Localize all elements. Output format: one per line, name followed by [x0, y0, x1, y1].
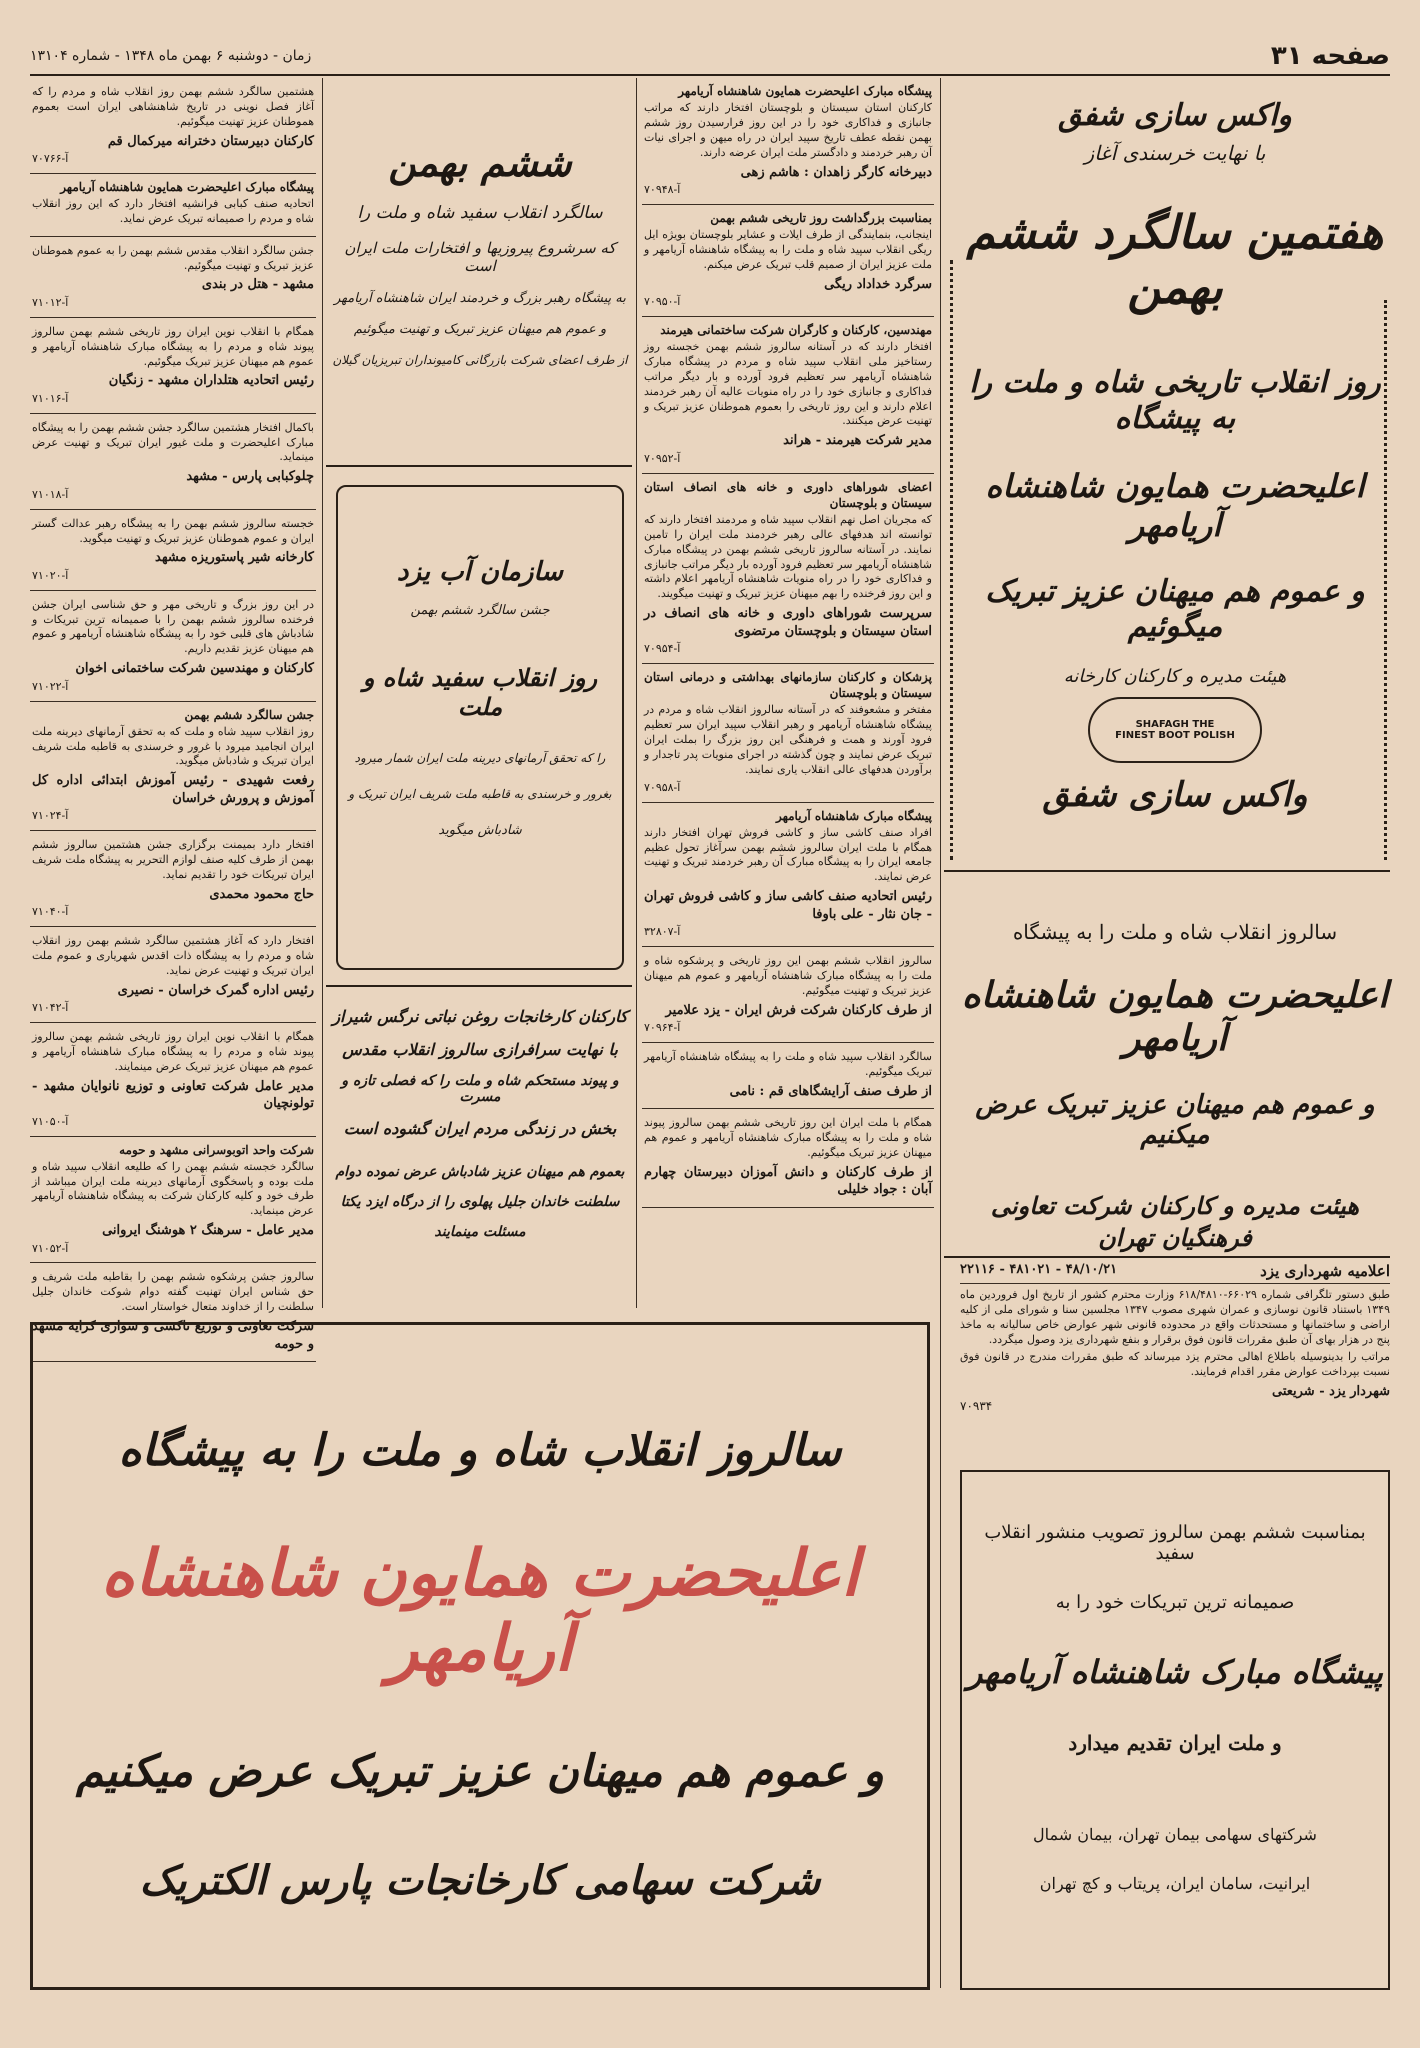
shafagh-logo-text: SHAFAGH THE FINEST BOOT POLISH — [1115, 719, 1235, 742]
pars-electric-l2: اعلیحضرت همایون شاهنشاه آریامهر — [101, 1536, 859, 1686]
left-notice: جشن سالگرد ششم بهمن روز انقلاب سپید شاه و ملت که به تحقق آرمانهای دیرینه ملت ایران انجامید میرود با غرور و خرسندی به قاطبه ملت شریف ایران تبریک و شادباش میگوید. رفعت شهیدی - رئیس آموزش ابتدائی اداره کل آموزش و پرورش خراسان آ-۷۱۰۲۴ — [30, 702, 316, 832]
farhangian-line2: اعلیحضرت همایون شاهنشاه آریامهر — [961, 974, 1389, 1060]
left-notice: پیشگاه مبارک اعلیحضرت همایون شاهنشاه آریامهر اتحادیه صنف کبابی فرانشیه افتخار دارد که این روز انقلاب شاه و مردم را صمیمانه تبریک عرض نماید. — [30, 174, 316, 237]
shesh-bahman-l2: که سرشروع پیروزیها و افتخارات ملت ایران است — [344, 239, 616, 275]
shafagh-company-top: واکس سازی شفق — [1058, 98, 1292, 133]
water-org-ad — [336, 485, 624, 970]
water-org-l1: را که تحقق آرمانهای دیرینه ملت ایران شمار میرود — [354, 751, 606, 765]
biman-line4: و ملت ایران تقدیم میدارد — [1068, 1731, 1282, 1755]
narges-ad — [330, 995, 630, 1305]
water-org-l3: شادباش میگوید — [438, 823, 522, 838]
narges-l7: مسئلت مینمایند — [434, 1224, 526, 1240]
shesh-bahman-l5: از طرف اعضای شرکت بازرگانی کامیونداران تبریزیان گیلان — [332, 353, 628, 367]
col-rule-2 — [636, 78, 637, 1308]
water-org-l2: بغرور و خرسندی به قاطبه ملت شریف ایران تبریک و — [348, 787, 612, 801]
farhangian-line3: و عموم هم میهنان عزیز تبریک عرض میکنیم — [975, 1090, 1375, 1151]
shesh-bahman-l3: به پیشگاه رهبر بزرگ و خردمند ایران شاهنشاه آریامهر — [334, 291, 626, 306]
left-notice: هشتمین سالگرد ششم بهمن روز انقلاب شاه و مردم را که آغاز فصل نوینی در تاریخ شاهنشاهی ایران است بعموم هموطنان عزیز تهنیت میگوئیم. کارکنان دبیرستان دخترانه میرکمال قم آ-۷۰۷۶۶ — [30, 78, 316, 174]
mid-notice: اعضای شوراهای داوری و خانه های انصاف استان سیستان و بلوچستان که مجریان اصل نهم انقلاب سپید شاه و مردمند افتخار دارند که توانسته اند هدفهای عالی رهبر خردمند ملت ایران را تامین نمایند. در آستانه سالروز تاریخی ششم بهمن در پیشگاه مبارک شاهنشاه آریامهر سر تعظیم فرود آورده بار دیگر مراتب جانبازی و فداکاری خود را در راه منویات شاهنشاه آریامهر اعلام داشته و این روز فرخنده را بهم میهنان عزیز تبریک و تهنیت میگویند. سرپرست شوراهای داوری و خانه های انصاف در استان سیستان و بلوچستان مرتضوی آ-۷۰۹۵۴ — [642, 474, 934, 664]
center-divider-1 — [326, 465, 632, 467]
farhangian-ad — [960, 880, 1390, 1250]
biman-ad — [960, 1470, 1390, 1990]
left-notice: افتخار دارد بمیمنت برگزاری جشن هشتمین سالروز ششم بهمن از طرف کلیه صنف لوازم التحریر به پیشگاه ملت شریف ایران تبریکات خود را تقدیم نماید. حاج محمود محمدی آ-۷۱۰۴۰ — [30, 831, 316, 927]
shesh-bahman-l4: و عموم هم میهنان عزیز تبریک و تهنیت میگوئیم — [353, 322, 607, 337]
biman-line1: بمناسبت ششم بهمن سالروز تصویب منشور انقلاب سفید — [984, 1522, 1366, 1564]
shafagh-line4: اعلیحضرت همایون شاهنشاه آریامهر — [985, 467, 1365, 544]
mid-notice: پزشکان و کارکنان سازمانهای بهداشتی و درمانی استان سیستان و بلوچستان مفتخر و مشعوفند که در آستانه سالروز انقلاب شاه و مردم در پیشگاه شاهنشاه آریامهر و رهبر انقلاب سپید ایران سر تعظیم فرود آورند و همت و فرهنگی این روز بزرگ را بملت ایران تبریک عرض نمایند و چون گذشته در اجرای منویات پدر تاجدار و برآوردن هدفهای عالی انقلاب یاری نمایند. آ-۷۰۹۵۸ — [642, 664, 934, 802]
water-org-name: سازمان آب یزد — [396, 557, 564, 587]
left-notice: همگام با انقلاب نوین ایران روز تاریخی ششم بهمن سالروز پیوند شاه و مردم را به پیشگاه مبارک شاهنشاه آریامهر و عموم هم میهنان عزیز تبریک عرض مینمایند. مدیر عامل شرکت تعاونی و توزیع نانوایان مشهد - تولونچیان آ-۷۱۰۵۰ — [30, 1023, 316, 1136]
yazd-codes: ۴۸/۱۰/۲۱ - ۴۸۱۰۲۱ - ۲۲۱۱۶ — [960, 1262, 1118, 1277]
left-notice: همگام با انقلاب نوین ایران روز تاریخی ششم بهمن سالروز پیوند شاه و مردم را به پیشگاه مبارک شاهنشاه آریامهر و عموم هم میهنان عزیز تبریک میگوئیم. رئیس اتحادیه هتلداران مشهد - زنگیان آ-۷۱۰۱۶ — [30, 318, 316, 414]
yazd-title: اعلامیه شهرداری یزد — [1260, 1262, 1390, 1280]
shafagh-line1: با نهایت خرسندی آغاز — [1084, 141, 1266, 165]
shafagh-company-bottom: واکس سازی شفق — [1042, 775, 1308, 816]
farhangian-line1: سالروز انقلاب شاه و ملت را به پیشگاه — [1012, 920, 1338, 944]
ornament-border-right — [1370, 300, 1387, 860]
left-notice: خجسته سالروز ششم بهمن را به پیشگاه رهبر عدالت گستر ایران و عموم هموطنان عزیز تبریک و تهنیت میگوید. کارخانه شیر پاستوریزه مشهد آ-۷۱۰۲۰ — [30, 510, 316, 591]
left-notice: سالروز جشن پرشکوه ششم بهمن را بقاطبه ملت شریف و حق شناس ایران تهنیت گفته دوام شوکت خاندان جلیل سلطنت را از خداوند متعال خواستار است. شرکت تعاونی و توزیع تاکسی و سواری کرایه مشهد و حومه — [30, 1263, 316, 1362]
mid-notice: بمناسبت بزرگداشت روز تاریخی ششم بهمن اینجانب، بنمایندگی از طرف ایلات و عشایر بلوچستان بویژه ایل ریگی انقلاب سپید شاه و ملت را به پیشگاه شاهنشاه آریامهر و ملت عزیز ایران از صمیم قلب تبریک عرض میکنم. سرگرد خداداد ریگی آ-۷۰۹۵۰ — [642, 205, 934, 317]
shesh-bahman-title: ششم بهمن — [388, 140, 572, 185]
yazd-signature: شهردار یزد - شریعتی — [1271, 1384, 1390, 1400]
col-rule-3 — [322, 78, 323, 1308]
shesh-bahman-l1: سالگرد انقلاب سفید شاه و ملت را — [357, 203, 603, 223]
left-notice: افتخار دارد که آغاز هشتمین سالگرد ششم بهمن روز انقلاب شاه و مردم را به پیشگاه ذات اقدس شهریاری و عموم ملت ایران تبریک و تهنیت عرض نماید. رئیس اداره گمرک خراسان - نصیری آ-۷۱۰۴۲ — [30, 927, 316, 1023]
farhangian-line4: هیئت مدیره و کارکنان شرکت تعاونی فرهنگیان تهران — [990, 1191, 1360, 1252]
mid-notice: همگام با ملت ایران این روز تاریخی ششم بهمن سالروز پیوند شاه و ملت را به پیشگاه مبارک شاهنشاه آریامهر و عموم هم میهنان عزیز تبریک میگوئیم. از طرف کارکنان و دانش آموزان دبیرستان چهارم آبان : جواد خلیلی — [642, 1109, 934, 1208]
biman-line5: شرکتهای سهامی بیمان تهران، بیمان شمال — [1033, 1825, 1317, 1844]
pars-electric-ad — [30, 1322, 930, 1990]
mid-notice: پیشگاه مبارک شاهنشاه آریامهر افراد صنف کاشی ساز و کاشی فروش تهران افتخار دارند همگام با ملت ایران سالروز ششم بهمن سرآغاز تحول عظیم جامعه ایران را به پیشگاه مبارک آن رهبر خردمند تبریک و تهنیت عرض نمایند. رئیس اتحادیه صنف کاشی ساز و کاشی فروش تهران - جان نثار - علی باوفا آ-۳۲۸۰۷ — [642, 803, 934, 948]
left-notice: شرکت واحد اتوبوسرانی مشهد و حومه سالگرد خجسته ششم بهمن را که طلیعه انقلاب سپید شاه و ملت بوده و پاسخگوی آرمانهای دیرینه ملت ایران میباشد از طرف خود و کلیه کارکنان شرکت به پیشگاه شاهنشاه آریامهر عرض مینماید. مدیر عامل - سرهنگ ۲ هوشنگ ایروانی آ-۷۱۰۵۲ — [30, 1137, 316, 1264]
mid-notices-column — [642, 78, 934, 1310]
mid-notice: پیشگاه مبارک اعلیحضرت همایون شاهنشاه آریامهر کارکنان استان سیستان و بلوچستان افتخار دارند که مراتب جانبازی و فداکاری خود را در این روز فرارسیدن روز ششم بهمن نقطه عطف تاریخ سپید ایران در راه میهن و اجرای نیات آن رهبر خردمند و دادگستر ملت ایران عرضه دارند. دبیرخانه کارگر زاهدان : هاشم زهی آ-۷۰۹۴۸ — [642, 78, 934, 205]
biman-line2: صمیمانه ترین تبریکات خود را به — [1055, 1592, 1295, 1613]
biman-line6: ایرانیت، سامان ایران، پریتاب و کچ تهران — [1039, 1874, 1311, 1893]
col-rule-1 — [940, 78, 941, 1988]
page-number: صفحه ۳۱ — [1270, 41, 1390, 71]
narges-l5: بعموم هم میهنان عزیز شادباش عرض نموده دوام — [335, 1164, 625, 1180]
mid-notice: مهندسین، کارکنان و کارگران شرکت ساختمانی هیرمند افتخار دارند که در آستانه سالروز ششم بهمن خجسته روز رستاخیز ملی انقلاب سپید شاه و مردم در پیشگاه مبارک شاهنشاه آریامهر سر تعظیم فرود آورده و بار دیگر مراتب فداکاری و جانبازی خود را در راه منویات عالیه آن رهبر خردمند اعلام دارند و این روز تاریخی را بعموم هموطنان عزیز تبریک و تهنیت عرض میکنند. مدیر شرکت هیرمند - هراند آ-۷۰۹۵۲ — [642, 317, 934, 474]
pars-electric-l4: شرکت سهامی کارخانجات پارس الکتریک — [139, 1857, 821, 1904]
right-divider-2 — [944, 1256, 1390, 1258]
yazd-body: طبق دستور تلگرافی شماره ۶۶۰۲۹-۶۱۸/۴۸۱۰ وزارت محترم کشور از تاریخ اول فروردین ماه ۱۳۴۹ باستناد قانون نوسازی و عمران شهری مصوب ۱۳۴۷ مجلسین سنا و شورای ملی از کلیه اراضی و ساختمانها و مستحدثات واقع در محدوده قانونی شهر عوارض خاص سالیانه به ماخذ پنج در هزار بهای آن طبق مقررات قانون فوق برقرار و بنفع شهرداری یزد وصول میگردد. — [960, 1288, 1390, 1346]
narges-l2: با نهایت سرافرازی سالروز انقلاب مقدس — [342, 1040, 618, 1059]
yazd-notice — [960, 1262, 1390, 1452]
shafagh-line5: و عموم هم میهنان عزیز تبریک میگوئیم — [985, 574, 1365, 645]
center-divider-2 — [326, 985, 632, 987]
shafagh-line6: هیئت مدیره و کارکنان کارخانه — [1063, 666, 1287, 688]
mid-notice: سالروز انقلاب ششم بهمن این روز تاریخی و پرشکوه شاه و ملت را به پیشگاه مبارک شاهنشاه آریامهر و عموم هم میهنان عزیز تبریک و تهنیت میگوئیم. از طرف کارکنان شرکت فرش ایران - یزد علامیر آ-۷۰۹۶۴ — [642, 947, 934, 1043]
shafagh-logo — [1088, 697, 1262, 763]
mid-notice: سالگرد انقلاب سپید شاه و ملت را به پیشگاه شاهنشاه آریامهر تبریک میگوئیم. از طرف صنف آرایشگاهای قم : نامی — [642, 1043, 934, 1109]
pars-electric-l1: سالروز انقلاب شاه و ملت را به پیشگاه — [118, 1425, 842, 1476]
ornament-border-left — [950, 260, 967, 860]
shafagh-ad — [960, 88, 1390, 868]
narges-l4: بخش در زندگی مردم ایران گشوده است — [343, 1119, 617, 1138]
shafagh-title: هفتمین سالگرد ششم بهمن — [966, 205, 1384, 315]
shesh-bahman-ad — [330, 90, 630, 460]
narges-l3: و پیوند مستحکم شاه و ملت را که فصلی تازه و مسرت — [341, 1073, 619, 1105]
yazd-body2: مراتب را بدینوسیله باطلاع اهالی محترم یزد میرساند که طبق مقررات مندرج در قانون فوق نسبت بپرداخت عوارض مقرر اقدام فرمایند. — [960, 1350, 1390, 1379]
pars-electric-l3: و عموم هم میهنان عزیز تبریک عرض میکنیم — [76, 1746, 884, 1797]
right-divider-1 — [944, 870, 1390, 872]
narges-l6: سلطنت خاندان جلیل پهلوی را از درگاه ایزد یکتا — [340, 1194, 620, 1210]
left-notice: در این روز بزرگ و تاریخی مهر و حق شناسی ایران جشن فرخنده سالروز ششم بهمن را با صمیمانه ترین تبریکات و شادباش های قلبی خود را به پیشگاه شاهنشاه آریامهر و عموم هم میهنان عزیز تقدیم داریم. کارکنان و مهندسین شرکت ساختمانی اخوان آ-۷۱۰۲۲ — [30, 591, 316, 702]
issue-line: زمان - دوشنبه ۶ بهمن ماه ۱۳۴۸ - شماره ۱۳۱۰۴ — [30, 48, 312, 64]
narges-l1: کارکنان کارخانجات روغن نباتی نرگس شیراز — [332, 1007, 628, 1026]
biman-line3: پیشگاه مبارک شاهنشاه آریامهر — [966, 1653, 1384, 1691]
left-notice: جشن سالگرد انقلاب مقدس ششم بهمن را به عموم هموطنان عزیز تبریک و تهنیت میگوئیم. مشهد - هتل در بندی آ-۷۱۰۱۲ — [30, 237, 316, 318]
yazd-code: ۷۰۹۳۴ — [960, 1399, 993, 1414]
left-notices-column — [30, 78, 316, 1352]
left-notice: باکمال افتخار هشتمین سالگرد جشن ششم بهمن را به پیشگاه مبارک اعلیحضرت و ملت غیور ایران تبریک و تهنیت عرض مینماید. چلوکبابی پارس - مشهد آ-۷۱۰۱۸ — [30, 414, 316, 510]
water-org-sub: جشن سالگرد ششم بهمن — [410, 603, 550, 618]
shafagh-line3: روز انقلاب تاریخی شاه و ملت را به پیشگاه — [969, 365, 1381, 437]
water-org-title: روز انقلاب سفید شاه و ملت — [362, 663, 598, 721]
page-header — [30, 38, 1390, 76]
